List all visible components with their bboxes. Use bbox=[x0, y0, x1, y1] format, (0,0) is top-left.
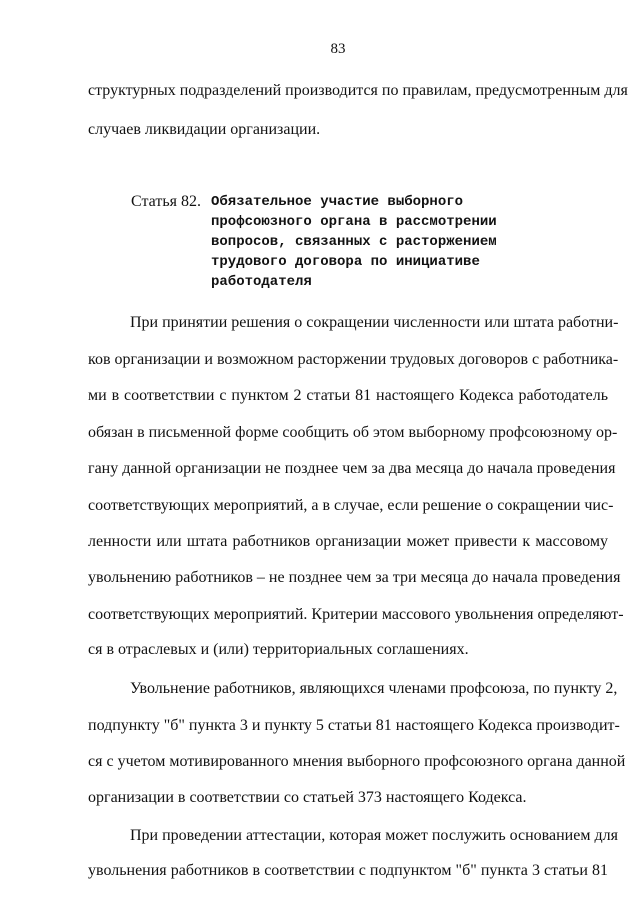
text-line: ков организации и возможном расторжении трудовых договоров с работника- bbox=[88, 351, 619, 368]
text-line: При проведении аттестации, которая может послужить основанием для bbox=[130, 827, 618, 844]
article-number: Статья 82. bbox=[131, 193, 201, 210]
article-title-line: работодателя bbox=[211, 274, 312, 290]
text-line: соответствующих мероприятий, а в случае, если решение о сокращении чис- bbox=[88, 497, 614, 514]
text-line: структурных подразделений производится по правилам, предусмотренным для bbox=[88, 82, 628, 99]
text-line: ся в отраслевых и (или) территориальных соглашениях. bbox=[88, 641, 469, 658]
text-line: Увольнение работников, являющихся членами профсоюза, по пункту 2, bbox=[130, 680, 618, 697]
text-line: гану данной организации не позднее чем за два месяца до начала проведения bbox=[88, 460, 616, 477]
article-title-line: Обязательное участие выборного bbox=[211, 194, 464, 210]
text-line: обязан в письменной форме сообщить об этом выборному профсоюзному ор- bbox=[88, 424, 618, 441]
article-title-line: трудового договора по инициативе bbox=[211, 254, 480, 270]
text-line: увольнению работников – не позднее чем за три месяца до начала проведения bbox=[88, 569, 621, 586]
page-number: 83 bbox=[330, 41, 346, 57]
text-line: ми в соответствии с пунктом 2 статьи 81 настоящего Кодекса работодатель bbox=[88, 387, 608, 404]
text-line: соответствующих мероприятий. Критерии массового увольнения определяют- bbox=[88, 606, 624, 623]
text-line: При принятии решения о сокращении численности или штата работни- bbox=[130, 314, 619, 331]
text-line: ленности или штата работников организации может привести к массовому bbox=[88, 533, 608, 550]
article-title bbox=[211, 192, 497, 292]
text-line: подпункту "б" пункта 3 и пункту 5 статьи 81 настоящего Кодекса производит- bbox=[88, 717, 620, 734]
text-line: организации в соответствии со статьей 373 настоящего Кодекса. bbox=[88, 789, 527, 806]
text-line: случаев ликвидации организации. bbox=[88, 121, 321, 138]
article-title-line: профсоюзного органа в рассмотрении bbox=[211, 214, 497, 230]
text-line: ся с учетом мотивированного мнения выборного профсоюзного органа данной bbox=[88, 753, 626, 770]
text-line: увольнения работников в соответствии с подпунктом "б" пункта 3 статьи 81 bbox=[88, 862, 608, 879]
article-title-line: вопросов, связанных с расторжением bbox=[211, 234, 497, 250]
